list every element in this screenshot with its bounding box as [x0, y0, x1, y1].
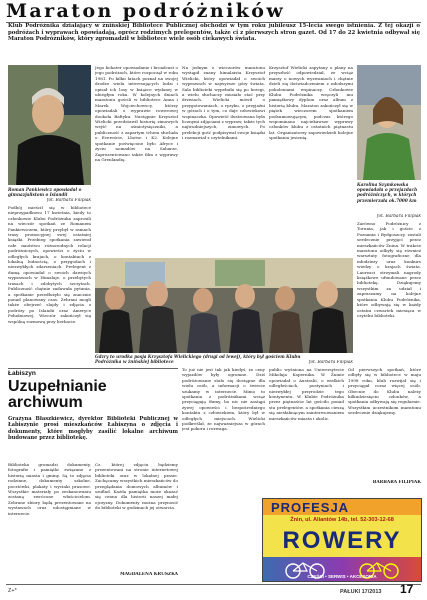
photo-karolina-szymkowska	[357, 65, 421, 180]
article1-column-1: Podbój mieścił się w bibliotece nieprzypadkowo 17 kwietnia, kiedy to członkowie Klubu Podróżnika zaprosili na wieczór spotkań ze Romanem Pankiewiczem, który przybył w ramach trasy promocyjnej swej ostatniej książki. Przebieg spotkania zawierał całe mnóstwo różnorodnych relacji podróżniczych, opowieści o życiu w odległych krajach, o kontaktach z lokalną ludnością, o przygodach i niezwykłych zdarzeniach. Prelegent z dumą opowiadał o swoich dawnych wyprawach w Himalaje, o przebytych trasach i zdobytych szczytach. Publiczność chętnie zadawała pytania, a spotkanie przedłużyło się znacznie ponad planowany czas. Zebrani mogli także obejrzeć slajdy i zdjęcia z podróży po Islandii oraz Ameryce Południowej. Wieczór zakończył się wspólną rozmową przy herbacie.	[8, 205, 91, 324]
article2-column-2: Cz. której zdjęciu będziemy prezentowani na stronie internetowej biblioteki oraz w lokalnej prasie. Zachęcamy wszystkich mieszkańców do przeglądania domowych albumów i szuflad. Każda pamiątka może okazać się cenna dla historii naszej małej ojczyzny. Dokumenty można przynosić do biblioteki w godzinach jej otwarcia.	[95, 462, 178, 511]
photo-byline-right: fot. Barbara Filipiak	[376, 214, 421, 219]
footer-left-mark: Z+*	[8, 588, 17, 594]
photo-caption-right: Karolina Szymkowska opowiadała o przejazdach podróżniczych, w których przemierzała ok.7000 km	[357, 182, 418, 203]
portrait-illustration	[8, 65, 91, 185]
advertisement-profesja	[262, 498, 422, 582]
page-number: 17	[400, 582, 414, 596]
article1-column-3: Na jednym z wieczorów maratonu wystąpił znany himalaista Krzysztof Wielicki, który opowiadał o swoich wyprawach w najwyższe góry świata. Sala biblioteki wypełniła się po brzegi, a wielu słuchaczy musiało stać przy drzwiach. Wielicki mówił o przygotowaniach, o ryzyku, o przyjaźni w górach i o tym, co daje człowiekowi wspinaczka. Opowieść ilustrowana była licznymi zdjęciami z wypraw, także tych najtrudniejszych, zimowych. Po prelekcji gość podpisywał swoje książki i rozmawiał z czytelnikami.	[182, 65, 265, 141]
page-title: Maraton podróżników	[6, 0, 286, 22]
article1-column-lower-1: To już nie jest tak jak kiedyś, że ceny wyjazdów były ogromne. Dziś podróżowanie stało się dostępne dla wielu osób, a informacji o świecie szukamy w internecie. Mimo to spotkania z podróżnikami wciąż przyciągają tłumy, bo nic nie zastąpi żywej opowieści i bezpośredniego kontaktu z człowiekiem, który był w odległych miejscach. Wielicki podkreślał, że najważniejsza w górach jest pokora i rozwaga.	[182, 367, 265, 432]
article1-column-lower-3: Od pierwszych spotkań, które odbyły się w bibliotece w maju 1998 roku, klub rozwijał się i przyciągał coraz więcej osób. Obecnie do Klubu należy kilkudziesięciu członków, a spotkania odbywają się regularnie. Wszystkim uczestnikom maratonu serdecznie dziękujemy.	[348, 367, 421, 416]
article1-signature: BARBARA FILIPIAK	[372, 480, 421, 485]
article1-column-2: Jego bohater opowiadanie i broadcast o jego podróżach, które rozpoczął w roku 1981. Po kilku latach poznał na swojej drodze wielu interesujących ludzi i opisał ich losy w książce wydanej w ubiegłym roku. W kolejnych dniach maratonu gościli w bibliotece Anna i Marek Wojciechowscy, którzy opowiadali o wyprawie rowerowej dookoła Bałtyku. Następnie Krzysztof Wielicki przedstawił historię zimowych wejść na ośmiotysięczniki, a publiczność z zapartym tchem słuchała o Evereście, Lhotse i K2. Kolejne spotkanie poświęcone było Afryce i życiu nomadów na Saharze. Zaprezentowano także film z wyprawy na Grenlandię.	[95, 65, 178, 162]
article2-signature: MAGDALENA KRUSZKA	[119, 572, 178, 577]
article1-column-4: Krzysztof Wielicki zapytany o plany na przyszłość odpowiedział, że wciąż marzy o nowych wyzwaniach i chętnie dzieli się doświadczeniem z młodszymi pokoleniami wspinaczy. Członkowie Klubu Podróżnika wręczyli mu pamiątkowy dyplom oraz album z historią klubu. Maraton zakończył się w piątek wieczorem spotkaniem podsumowującym, podczas którego wspominano najciekawsze wyprawy członków klubu z ostatnich piętnastu lat. Organizatorzy zapowiedzieli kolejne spotkania jesienią.	[269, 65, 353, 141]
section-label: Łabiszyn	[8, 370, 36, 377]
photo-caption-center: Gdzry to urodka pasja Krzysztofa Wielickiego (drugi od lewej), który był gościem Klubu Podróżnika w żnińskiej bibliotece	[95, 354, 301, 365]
ad-address: Żnin, ul. Aliantów 14b, tel. 52-303-12-68	[290, 517, 394, 523]
photo-roman-pankiewicz	[8, 65, 91, 185]
footer-issue: PAŁUKI 17/2013	[340, 589, 382, 595]
footer-rule	[6, 584, 421, 585]
article2-title: Uzupełnianie archiwum	[8, 378, 107, 411]
group-photo-illustration	[95, 258, 353, 353]
ad-product: ROWERY	[282, 527, 402, 554]
photo-caption-left: Roman Pankiewicz opowiadał o gimnazjalistom o Islandii	[8, 187, 82, 198]
article1-column-5: Zarówno Podróżnicy z Torunia, jak i goście z Poznania i Bydgoszczy, zostali serdecznie przyjęci przez mieszkańców Żnina. W trakcie maratonu odbyły się również warsztaty fotograficzne dla młodzieży oraz konkurs wiedzy o krajach świata. Laureaci otrzymali nagrody książkowe ufundowane przez bibliotekę. Dziękujemy wszystkim za udział i zapraszamy na kolejne spotkania Klubu Podróżnika, które odbywają się w każdy ostatni czwartek miesiąca w czytelni biblioteki.	[357, 221, 421, 318]
photo-byline-center: fot. Barbara Filipiak	[308, 360, 353, 365]
portrait-illustration-right	[357, 65, 421, 180]
ad-brand: PROFESJA	[271, 500, 350, 515]
section-rule	[8, 368, 178, 369]
ad-tagline: CZĘŚCI • SERWIS • AKCESORIA	[307, 574, 377, 579]
article2-lead: Grażyna Błaszkiewicz, dyrektor Biblioteki Publicznej w Łabiszynie prosi mieszkańców Łabiszyna o zdjęcia i dokumenty, które mogłyby zasilić lokalne archiwum budowane przez bibliotekę.	[8, 416, 178, 441]
article2-column-1: Biblioteka gromadzi dokumenty, fotografie i pamiątki związane z historią miasta i gminy. Są to zdjęcia rodzinne, dokumenty szkolne, pocztówki, plakaty i wycinki prasowe. Wszystkie materiały po zeskanowaniu zostaną zwrócone właścicielom. Zebrane zbiory będą prezentowane na wystawach oraz udostępniane w internecie.	[8, 462, 91, 516]
article-lead: Klub Podróżnika działający w żnińskiej Bibliotece Publicznej obchodzi w tym roku jubileusz 15-lecia swego istnienia. Z tej okazji o podróżach i wyprawach opowiadają, oprócz rodzimych prelegentów, także ci z pierwszych stron gazet. Od 17 do 22 kwietnia odbywał się Maraton Podróżników, który zgromadził w bibliotece wiele osób ciekawych świata.	[8, 23, 420, 43]
article1-column-lower-2: public wyśniona na Uniwersytecie Mikołaja Kopernika. W Żninie opowiadał o Australii, o wielkich odległościach, pustyniach i niezwykłej przyrodzie tego kontynentu. W Klubie Podróżnika przez piętnaście lat gościło ponad stu prelegentów, a spotkania cieszą się niesłabnącym zainteresowaniem mieszkańców miasta i okolic.	[269, 367, 344, 421]
photo-krzysztof-wielicki-group	[95, 258, 353, 353]
photo-byline-left: fot. Barbara Filipiak	[46, 198, 91, 203]
